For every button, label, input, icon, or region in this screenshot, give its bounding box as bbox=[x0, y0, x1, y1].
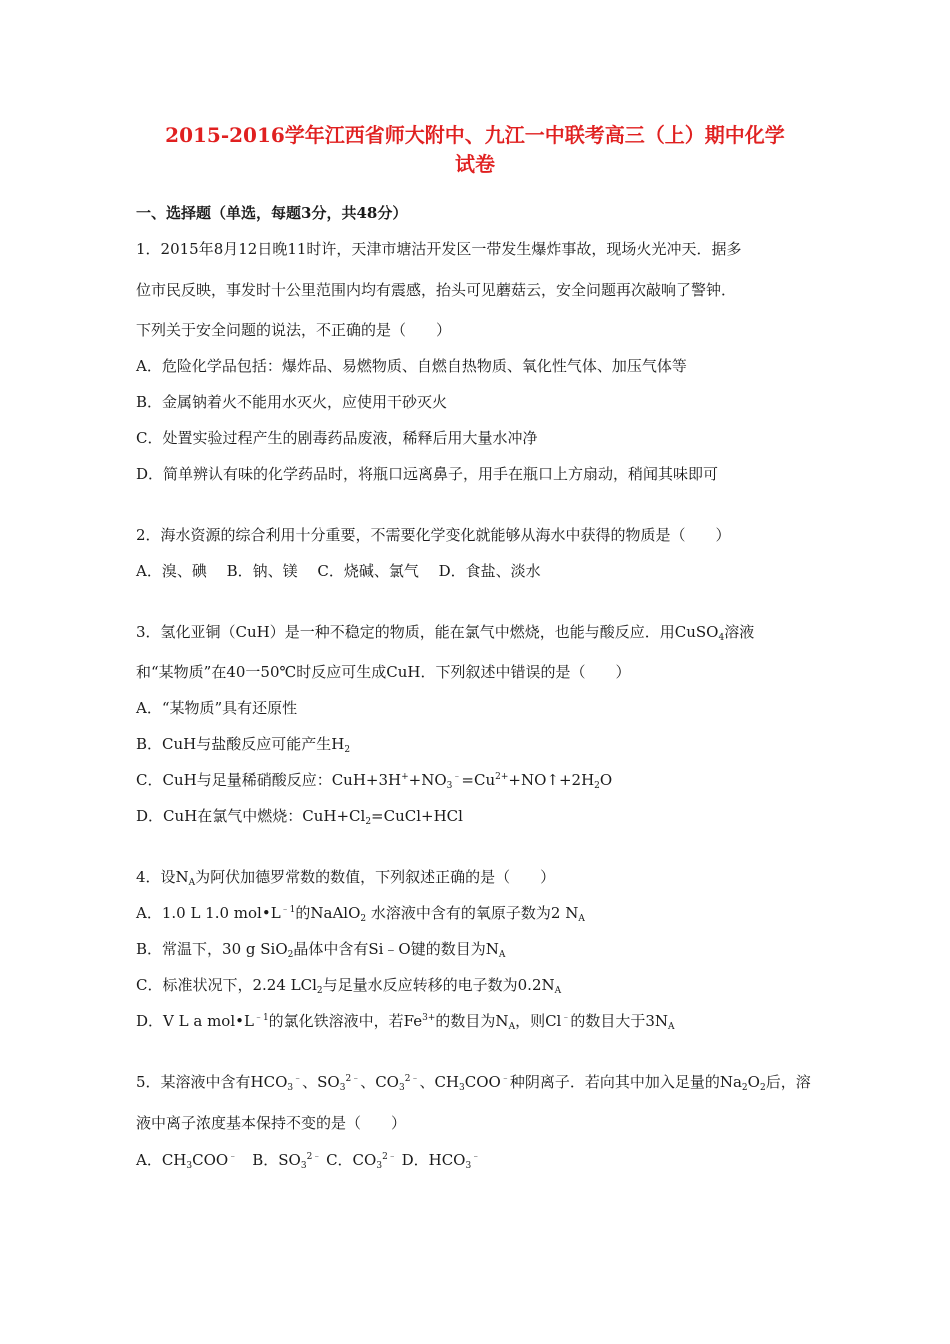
q1-option-a: A．危险化学品包括：爆炸品、易燃物质、自燃自热物质、氧化性气体、加压气体等 bbox=[136, 357, 687, 375]
document-title-line2: 试卷 bbox=[455, 152, 495, 176]
q4-option-b: B．常温下，30 g SiO$_2$晶体中含有Si﹣O键的数目为$N_A$ bbox=[136, 940, 506, 960]
document-title-line1: 2015-2016学年江西省师大附中、九江一中联考高三（上）期中化学 bbox=[165, 123, 785, 147]
q5-options: A．$CH_3COO^﹣$ B．$SO_3^{2﹣}$ C．$CO_3^{2﹣}$ D．$HCO_3^﹣$ bbox=[136, 1151, 481, 1171]
q1-option-c: C．处置实验过程产生的剧毒药品废液，稀释后用大量水冲净 bbox=[136, 429, 538, 447]
q1-stem-line2: 位市民反映，事发时十公里范围内均有震感，抬头可见蘑菇云，安全问题再次敲响了警钟． bbox=[136, 281, 737, 299]
q1-stem-line3: 下列关于安全问题的说法，不正确的是（ ） bbox=[136, 321, 452, 339]
q5-stem-line1: 5．某溶液中含有$HCO_3^﹣$、$SO_3^{2﹣}$、$CO_3^{2﹣}$、$CH_3COO^﹣$种阴离子．若向其中加入足量的$Na_2O_2$后，溶 bbox=[136, 1073, 811, 1093]
q4-option-c: C．标准状况下，2.24 LCl$_2$与足量水反应转移的电子数为$0.2N_A$ bbox=[136, 976, 562, 996]
q5-stem-line2: 液中离子浓度基本保持不变的是（ ） bbox=[136, 1114, 407, 1132]
q4-option-d: D．V L a $mol•L^{﹣1}$的氯化铁溶液中，若$Fe^{3+}$的数目为$N_A$，则Cl﹣的数目大于$3N_A$ bbox=[136, 1012, 675, 1032]
q1-option-d: D．简单辨认有味的化学药品时，将瓶口远离鼻子，用手在瓶口上方扇动，稍闻其味即可 bbox=[136, 465, 719, 483]
q4-option-a: A．1.0 L 1.0 $mol•L^{﹣1}$的NaAlO$_2$ 水溶液中含有的氧原子数为2 $N_A$ bbox=[136, 904, 585, 924]
q2-options: A．溴、碘 B．钠、镁 C．烧碱、氯气 D．食盐、淡水 bbox=[136, 562, 541, 580]
q2-stem: 2．海水资源的综合利用十分重要，不需要化学变化就能够从海水中获得的物质是（ ） bbox=[136, 526, 731, 544]
q4-stem: 4．设$N_A$为阿伏加德罗常数的数值，下列叙述正确的是（ ） bbox=[136, 868, 556, 888]
q3-stem-line2: 和“某物质”在40一50℃时反应可生成CuH．下列叙述中错误的是（ ） bbox=[136, 663, 631, 681]
q1-option-b: B．金属钠着火不能用水灭火，应使用干砂灭火 bbox=[136, 393, 448, 411]
q3-option-d: D．CuH在氯气中燃烧：$CuH+Cl_2=CuCl+HCl$ bbox=[136, 807, 463, 827]
section-heading: 一、选择题（单选，每题3分，共48分） bbox=[136, 204, 408, 222]
q1-stem-line1: 1．2015年8月12日晚11时许，天津市塘沽开发区一带发生爆炸事故，现场火光冲天．据多 bbox=[136, 240, 742, 258]
q3-option-c: C．CuH与足量稀硝酸反应：$CuH+3H^++NO_3^﹣=Cu^{2+}+NO↑+2H_2O$ bbox=[136, 771, 613, 791]
q3-option-b: B．CuH与盐酸反应可能产生$H_2$ bbox=[136, 735, 351, 755]
q3-option-a: A．“某物质”具有还原性 bbox=[136, 699, 298, 717]
q3-stem-line1: 3．氢化亚铜（CuH）是一种不稳定的物质，能在氯气中燃烧，也能与酸反应．用CuSO$_4$溶液 bbox=[136, 623, 755, 643]
